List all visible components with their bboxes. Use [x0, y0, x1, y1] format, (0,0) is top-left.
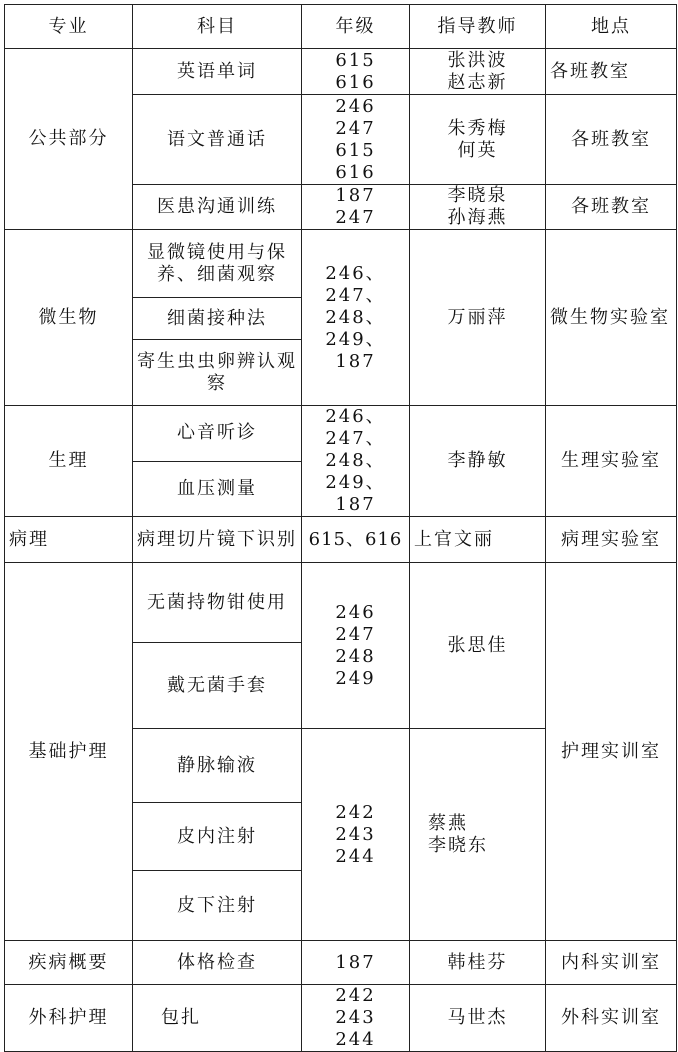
teacher-cell: 张洪波 赵志新 — [410, 49, 546, 95]
subject-cell: 戴无菌手套 — [133, 643, 302, 729]
subject-cell: 医患沟通训练 — [133, 185, 302, 230]
table-row — [5, 517, 677, 563]
header-row — [5, 5, 677, 49]
place-cell: 生理实验室 — [546, 406, 677, 517]
major-cell: 公共部分 — [5, 49, 133, 230]
place-cell: 微生物实验室 — [546, 230, 677, 406]
place-cell: 护理实训室 — [546, 563, 677, 941]
grade-cell: 187 — [302, 941, 410, 985]
subject-cell: 血压测量 — [133, 461, 302, 517]
place-cell: 各班教室 — [546, 185, 677, 230]
teacher-cell: 李静敏 — [410, 406, 546, 517]
table-row — [5, 985, 677, 1052]
grade-cell: 615 616 — [302, 49, 410, 95]
header-major: 专业 — [5, 5, 133, 49]
subject-cell: 细菌接种法 — [133, 298, 302, 340]
subject-cell: 心音听诊 — [133, 406, 302, 462]
table-row — [5, 563, 677, 643]
subject-cell: 静脉输液 — [133, 729, 302, 803]
grade-cell: 246 247 248 249 — [302, 563, 410, 729]
place-cell: 病理实验室 — [546, 517, 677, 563]
place-cell: 内科实训室 — [546, 941, 677, 985]
place-cell: 各班教室 — [546, 95, 677, 185]
subject-cell: 显微镜使用与保养、细菌观察 — [133, 230, 302, 298]
header-grade: 年级 — [302, 5, 410, 49]
subject-cell: 英语单词 — [133, 49, 302, 95]
major-cell: 生理 — [5, 406, 133, 517]
teacher-cell: 张思佳 — [410, 563, 546, 729]
table-row — [5, 49, 677, 95]
header-subject: 科目 — [133, 5, 302, 49]
teacher-cell: 万丽萍 — [410, 230, 546, 406]
grade-cell: 615、616 — [302, 517, 410, 563]
teacher-cell: 韩桂芬 — [410, 941, 546, 985]
subject-cell: 体格检查 — [133, 941, 302, 985]
header-place: 地点 — [546, 5, 677, 49]
major-cell: 外科护理 — [5, 985, 133, 1052]
subject-cell: 皮内注射 — [133, 803, 302, 871]
major-cell: 基础护理 — [5, 563, 133, 941]
subject-cell: 病理切片镜下识别 — [133, 517, 302, 563]
table-row — [5, 406, 677, 462]
grade-cell: 246、 247、 248、 249、187 — [302, 406, 410, 517]
grade-cell: 242 243 244 — [302, 729, 410, 941]
grade-cell: 187 247 — [302, 185, 410, 230]
table-row — [5, 230, 677, 298]
grade-cell: 246 247 615 616 — [302, 95, 410, 185]
teacher-cell: 李晓泉 孙海燕 — [410, 185, 546, 230]
table-row — [5, 941, 677, 985]
subject-cell: 语文普通话 — [133, 95, 302, 185]
grade-cell: 242 243 244 — [302, 985, 410, 1052]
subject-cell: 包扎 — [133, 985, 302, 1052]
subject-cell: 皮下注射 — [133, 871, 302, 941]
major-cell: 微生物 — [5, 230, 133, 406]
major-cell: 病理 — [5, 517, 133, 563]
subject-cell: 无菌持物钳使用 — [133, 563, 302, 643]
teacher-cell: 朱秀梅 何英 — [410, 95, 546, 185]
place-cell: 外科实训室 — [546, 985, 677, 1052]
header-teacher: 指导教师 — [410, 5, 546, 49]
teacher-cell: 马世杰 — [410, 985, 546, 1052]
teacher-cell: 上官文丽 — [410, 517, 546, 563]
subject-cell: 寄生虫虫卵辨认观察 — [133, 340, 302, 406]
place-cell: 各班教室 — [546, 49, 677, 95]
schedule-table — [4, 4, 677, 1052]
teacher-cell: 蔡燕 李晓东 — [410, 729, 546, 941]
major-cell: 疾病概要 — [5, 941, 133, 985]
grade-cell: 246、 247、 248、 249、187 — [302, 230, 410, 406]
